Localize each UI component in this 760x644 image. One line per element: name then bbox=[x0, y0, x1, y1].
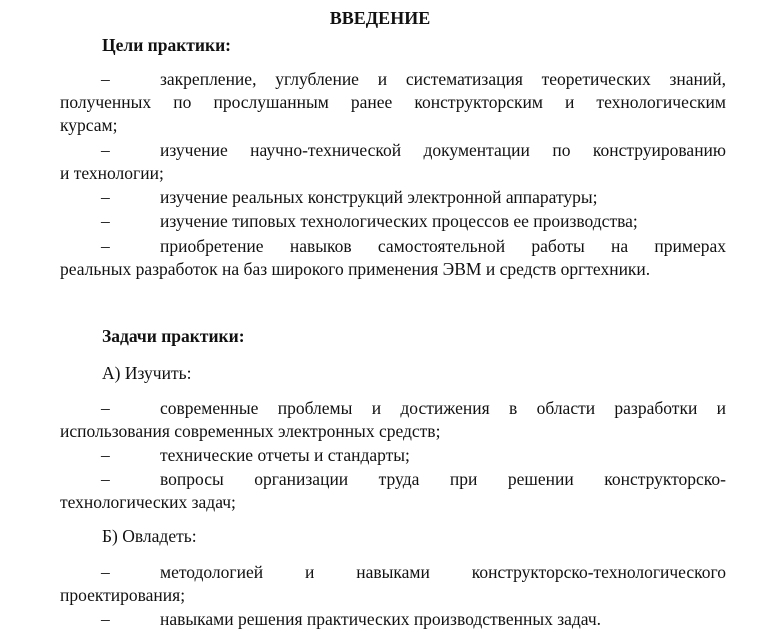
study-list-item bbox=[60, 444, 726, 467]
list-item-text-continued: курсам; bbox=[60, 115, 118, 135]
list-item-text-continued: реальных разработок на баз широкого применения ЭВМ и средств оргтехники. bbox=[60, 259, 651, 279]
list-item-text-continued: и технологии; bbox=[60, 163, 164, 183]
list-item-text: методологией и навыками конструкторско-технологического bbox=[160, 562, 726, 582]
list-dash: – bbox=[101, 140, 110, 160]
list-item-text-continued: технологических задач; bbox=[60, 492, 236, 512]
list-item-text: закрепление, углубление и систематизация теоретических знаний, bbox=[160, 69, 726, 89]
list-dash: – bbox=[101, 562, 110, 582]
list-dash: – bbox=[101, 236, 110, 256]
list-dash: – bbox=[101, 445, 110, 465]
list-dash: – bbox=[101, 69, 110, 89]
list-dash: – bbox=[101, 398, 110, 418]
list-item-text: изучение реальных конструкций электронной аппаратуры; bbox=[160, 187, 598, 207]
list-dash: – bbox=[101, 187, 110, 207]
list-item-text-continued: проектирования; bbox=[60, 585, 186, 605]
document-title: ВВЕДЕНИЕ bbox=[329, 8, 431, 28]
list-item-text: приобретение навыков самостоятельной работы на примерах bbox=[160, 236, 726, 256]
list-dash: – bbox=[101, 469, 110, 489]
list-item-text: навыками решения практических производственных задач. bbox=[160, 609, 602, 629]
study-label: А) Изучить: bbox=[102, 363, 192, 383]
list-dash: – bbox=[101, 609, 110, 629]
list-item-text: современные проблемы и достижения в области разработки и bbox=[160, 398, 726, 418]
master-list-item bbox=[60, 608, 726, 631]
goals-list-item bbox=[60, 68, 726, 137]
study-list-item bbox=[60, 397, 726, 443]
list-item-text-continued: полученных по прослушанным ранее конструкторским и технологическим bbox=[60, 92, 726, 112]
list-dash: – bbox=[101, 211, 110, 231]
list-item-text: изучение научно-технической документации по конструированию bbox=[160, 140, 726, 160]
goals-list-item bbox=[60, 139, 726, 185]
study-list-item bbox=[60, 468, 726, 514]
list-item-text: технические отчеты и стандарты; bbox=[160, 445, 410, 465]
master-list-item bbox=[60, 561, 726, 607]
master-label: Б) Овладеть: bbox=[102, 526, 197, 546]
goals-heading: Цели практики: bbox=[102, 35, 231, 55]
goals-list-item bbox=[60, 235, 726, 281]
goals-list-item bbox=[60, 186, 726, 209]
list-item-text: вопросы организации труда при решении конструкторско- bbox=[160, 469, 726, 489]
tasks-heading: Задачи практики: bbox=[102, 326, 245, 346]
goals-list-item bbox=[60, 210, 726, 233]
list-item-text: изучение типовых технологических процессов ее производства; bbox=[160, 211, 638, 231]
list-item-text-continued: использования современных электронных средств; bbox=[60, 421, 441, 441]
